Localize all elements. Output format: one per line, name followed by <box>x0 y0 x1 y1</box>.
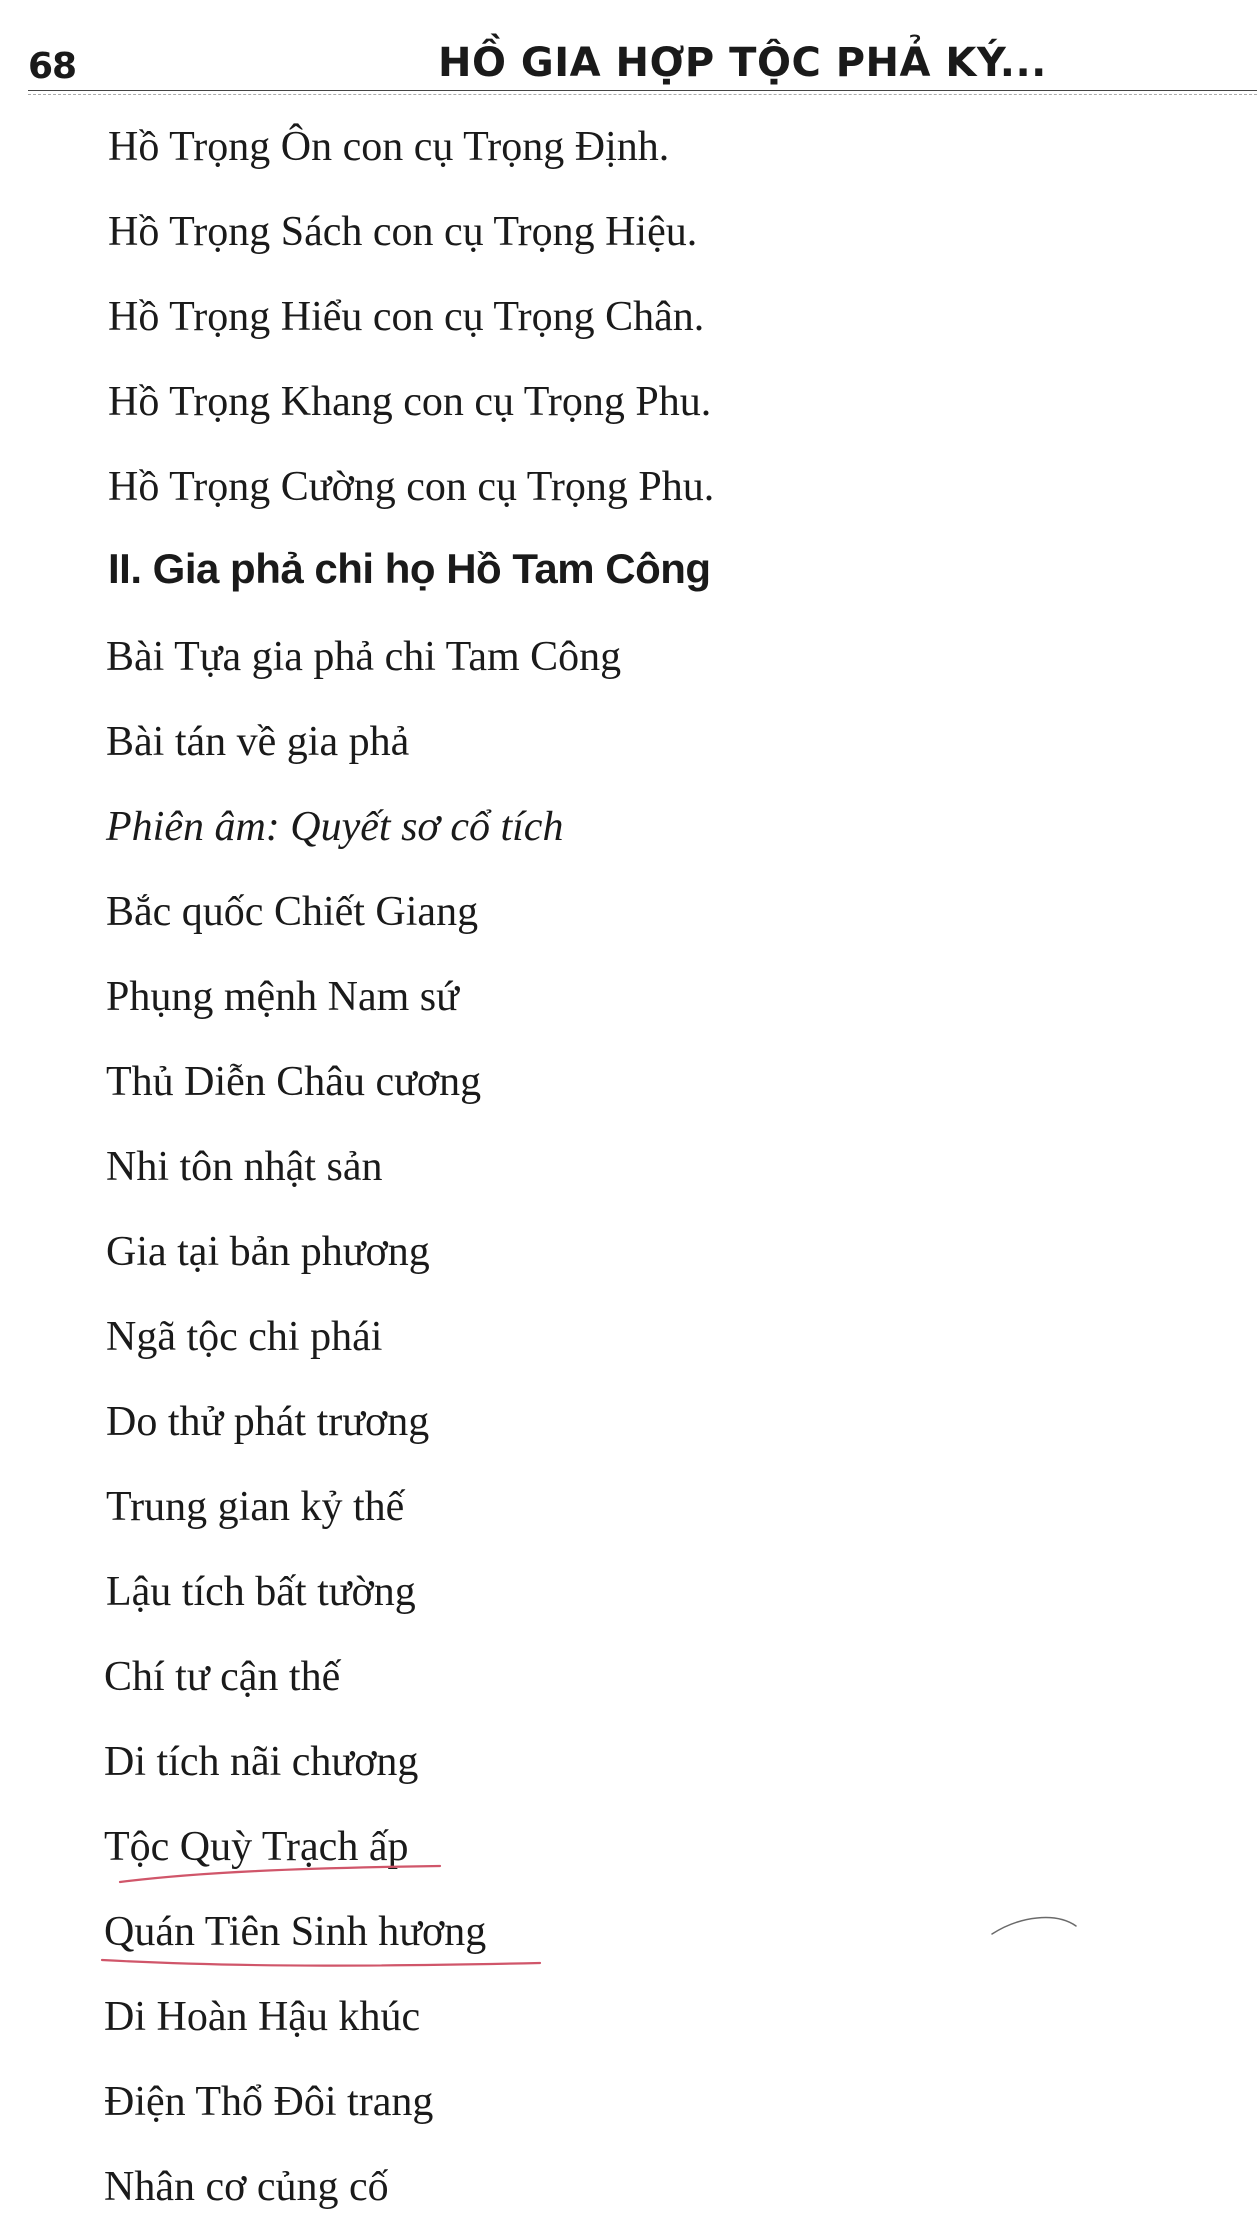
text-line: Bài tán về gia phả <box>106 719 410 765</box>
text-line: Hồ Trọng Ôn con cụ Trọng Định. <box>108 124 670 170</box>
running-title: HỒ GIA HỢP TỘC PHẢ KÝ... <box>438 40 1047 86</box>
verse-line: Nhi tôn nhật sản <box>106 1144 383 1190</box>
verse-line: Lậu tích bất tường <box>106 1569 416 1615</box>
verse-line: Nhân cơ củng cố <box>104 2164 389 2210</box>
text-line: Hồ Trọng Khang con cụ Trọng Phu. <box>108 379 712 425</box>
verse-line: Ngã tộc chi phái <box>106 1314 383 1360</box>
verse-line: Tộc Quỳ Trạch ấp <box>104 1824 409 1870</box>
verse-line: Bắc quốc Chiết Giang <box>106 889 479 935</box>
verse-line: Thủ Diễn Châu cương <box>106 1059 482 1105</box>
text-line: Hồ Trọng Cường con cụ Trọng Phu. <box>108 464 715 510</box>
text-line: Hồ Trọng Sách con cụ Trọng Hiệu. <box>108 209 698 255</box>
verse-line: Do thử phát trương <box>106 1399 430 1445</box>
verse-line: Chí tư cận thế <box>104 1654 341 1700</box>
transliteration-label: Phiên âm: Quyết sơ cổ tích <box>106 804 564 850</box>
header-rule <box>28 90 1257 91</box>
handwritten-underline <box>102 1960 540 1966</box>
verse-line: Di tích nãi chương <box>104 1739 419 1785</box>
verse-line: Quán Tiên Sinh hương <box>104 1909 487 1955</box>
page-header <box>28 36 1257 92</box>
text-line: Hồ Trọng Hiểu con cụ Trọng Chân. <box>108 294 705 340</box>
verse-line: Gia tại bản phương <box>106 1229 430 1275</box>
page-number: 68 <box>28 46 77 87</box>
section-heading: II. Gia phả chi họ Hồ Tam Công <box>108 545 711 592</box>
header-rule-dashed <box>28 94 1257 95</box>
verse-line: Phụng mệnh Nam sứ <box>106 974 459 1020</box>
stray-pen-mark <box>992 1918 1076 1934</box>
verse-line: Di Hoàn Hậu khúc <box>104 1994 421 2040</box>
verse-line: Trung gian kỷ thế <box>106 1484 405 1530</box>
text-line: Bài Tựa gia phả chi Tam Công <box>106 634 622 680</box>
verse-line: Điện Thổ Đôi trang <box>104 2079 434 2125</box>
